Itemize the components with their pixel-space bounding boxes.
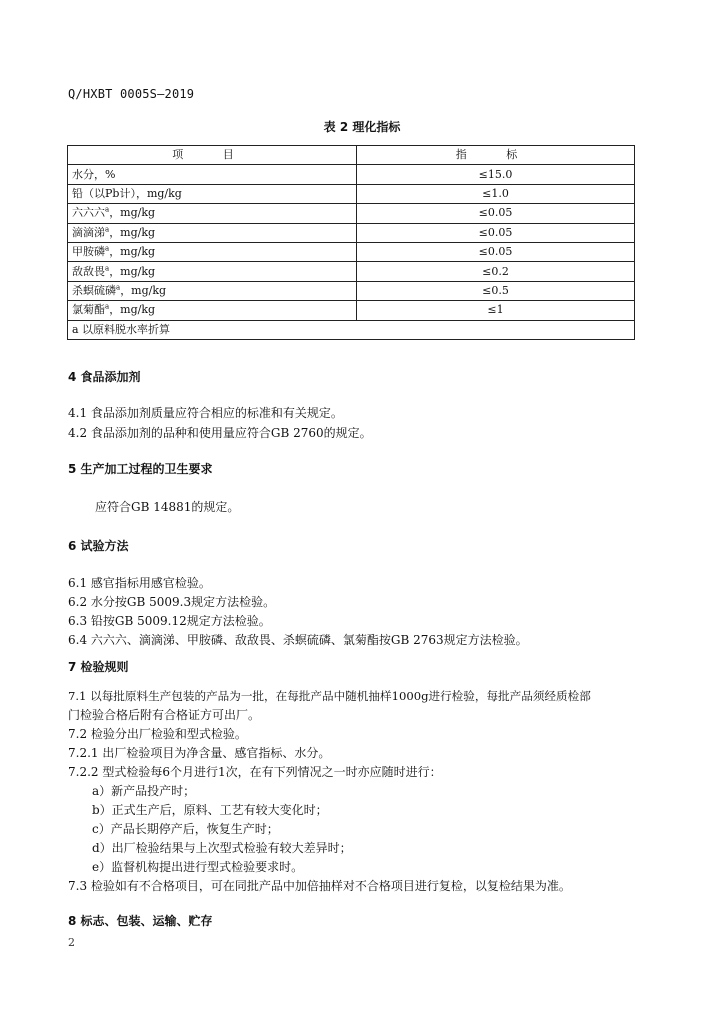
- row-value: ≤0.05: [357, 204, 635, 223]
- clause-4-1: 4.1 食品添加剂质量应符合相应的标准和有关规定。: [68, 406, 343, 420]
- footnote-marker: a: [116, 283, 121, 292]
- section-7-heading: 7 检验规则: [68, 660, 129, 674]
- row-name: 六六六$^a$，mg/kg: [68, 204, 357, 223]
- row-name: 铅（以Pb计），mg/kg: [68, 184, 357, 203]
- table-row: [68, 165, 635, 184]
- footnote-marker: a: [105, 244, 110, 253]
- section-8-heading: 8 标志、包装、运输、贮存: [68, 914, 213, 928]
- clause-7-1-line-2: 门检验合格后附有合格证方可出厂。: [68, 708, 261, 722]
- footnote-marker: a: [105, 205, 110, 214]
- clause-4-2: 4.2 食品添加剂的品种和使用量应符合GB 2760的规定。: [68, 426, 372, 440]
- footnote-marker: a: [105, 263, 110, 272]
- clause-7-1-line-1: 7.1 以每批原料生产包装的产品为一批，在每批产品中随机抽样1000g进行检验，每批产品须经质检部: [68, 689, 591, 703]
- row-value: ≤15.0: [357, 165, 635, 184]
- table-title: 表 2 理化指标: [323, 120, 401, 134]
- table-row: [68, 184, 635, 203]
- row-value: ≤0.5: [357, 281, 635, 300]
- clause-6-4: 6.4 六六六、滴滴涕、甲胺磷、敌敌畏、杀螟硫磷、氯菊酯按GB 2763规定方法检验。: [68, 633, 528, 647]
- list-item-b: b）正式生产后，原料、工艺有较大变化时；: [92, 803, 328, 817]
- section-5-heading: 5 生产加工过程的卫生要求: [68, 462, 213, 476]
- clause-6-2: 6.2 水分按GB 5009.3规定方法检验。: [68, 595, 276, 609]
- table-row: [68, 242, 635, 261]
- physicochemical-table: [67, 145, 635, 340]
- clause-7-2: 7.2 检验分出厂检验和型式检验。: [68, 727, 247, 741]
- row-name: 甲胺磷$^a$，mg/kg: [68, 242, 357, 261]
- row-value: ≤0.05: [357, 223, 635, 242]
- table-row: [68, 281, 635, 300]
- row-name: 敌敌畏$^a$，mg/kg: [68, 262, 357, 281]
- row-name: 滴滴涕$^a$，mg/kg: [68, 223, 357, 242]
- list-item-d: d）出厂检验结果与上次型式检验有较大差异时；: [92, 841, 352, 855]
- clause-7-2-2: 7.2.2 型式检验每6个月进行1次，在有下列情况之一时亦应随时进行：: [68, 765, 442, 779]
- clause-7-3: 7.3 检验如有不合格项目，可在同批产品中加倍抽样对不合格项目进行复检，以复检结果为准。: [68, 879, 571, 893]
- footnote-marker: a: [105, 302, 110, 311]
- clause-6-3: 6.3 铅按GB 5009.12规定方法检验。: [68, 614, 271, 628]
- row-value: ≤1.0: [357, 184, 635, 203]
- table-footnote: a 以原料脱水率折算: [68, 320, 635, 339]
- row-name: 水分，%: [68, 165, 357, 184]
- list-item-c: c）产品长期停产后，恢复生产时；: [92, 822, 279, 836]
- row-name: 氯菊酯$^a$，mg/kg: [68, 301, 357, 320]
- document-code: Q/HXBT 0005S—2019: [68, 87, 195, 101]
- column-header-item: 项 目: [68, 146, 357, 165]
- table-row: [68, 262, 635, 281]
- table-row: [68, 301, 635, 320]
- list-item-a: a）新产品投产时；: [92, 784, 196, 798]
- footnote-marker: a: [105, 225, 110, 234]
- row-value: ≤0.2: [357, 262, 635, 281]
- table-footnote-row: [68, 320, 635, 339]
- row-name: 杀螟硫磷$^a$，mg/kg: [68, 281, 357, 300]
- table-header-row: [68, 146, 635, 165]
- list-item-e: e）监督机构提出进行型式检验要求时。: [92, 860, 304, 874]
- table-row: [68, 204, 635, 223]
- table-row: [68, 223, 635, 242]
- column-header-index: 指 标: [357, 146, 635, 165]
- row-value: ≤0.05: [357, 242, 635, 261]
- page-number: 2: [68, 936, 75, 949]
- section-4-heading: 4 食品添加剂: [68, 370, 141, 384]
- clause-7-2-1: 7.2.1 出厂检验项目为净含量、感官指标、水分。: [68, 746, 331, 760]
- section-5-text: 应符合GB 14881的规定。: [95, 500, 240, 514]
- section-6-heading: 6 试验方法: [68, 539, 129, 553]
- row-value: ≤1: [357, 301, 635, 320]
- clause-6-1: 6.1 感官指标用感官检验。: [68, 576, 211, 590]
